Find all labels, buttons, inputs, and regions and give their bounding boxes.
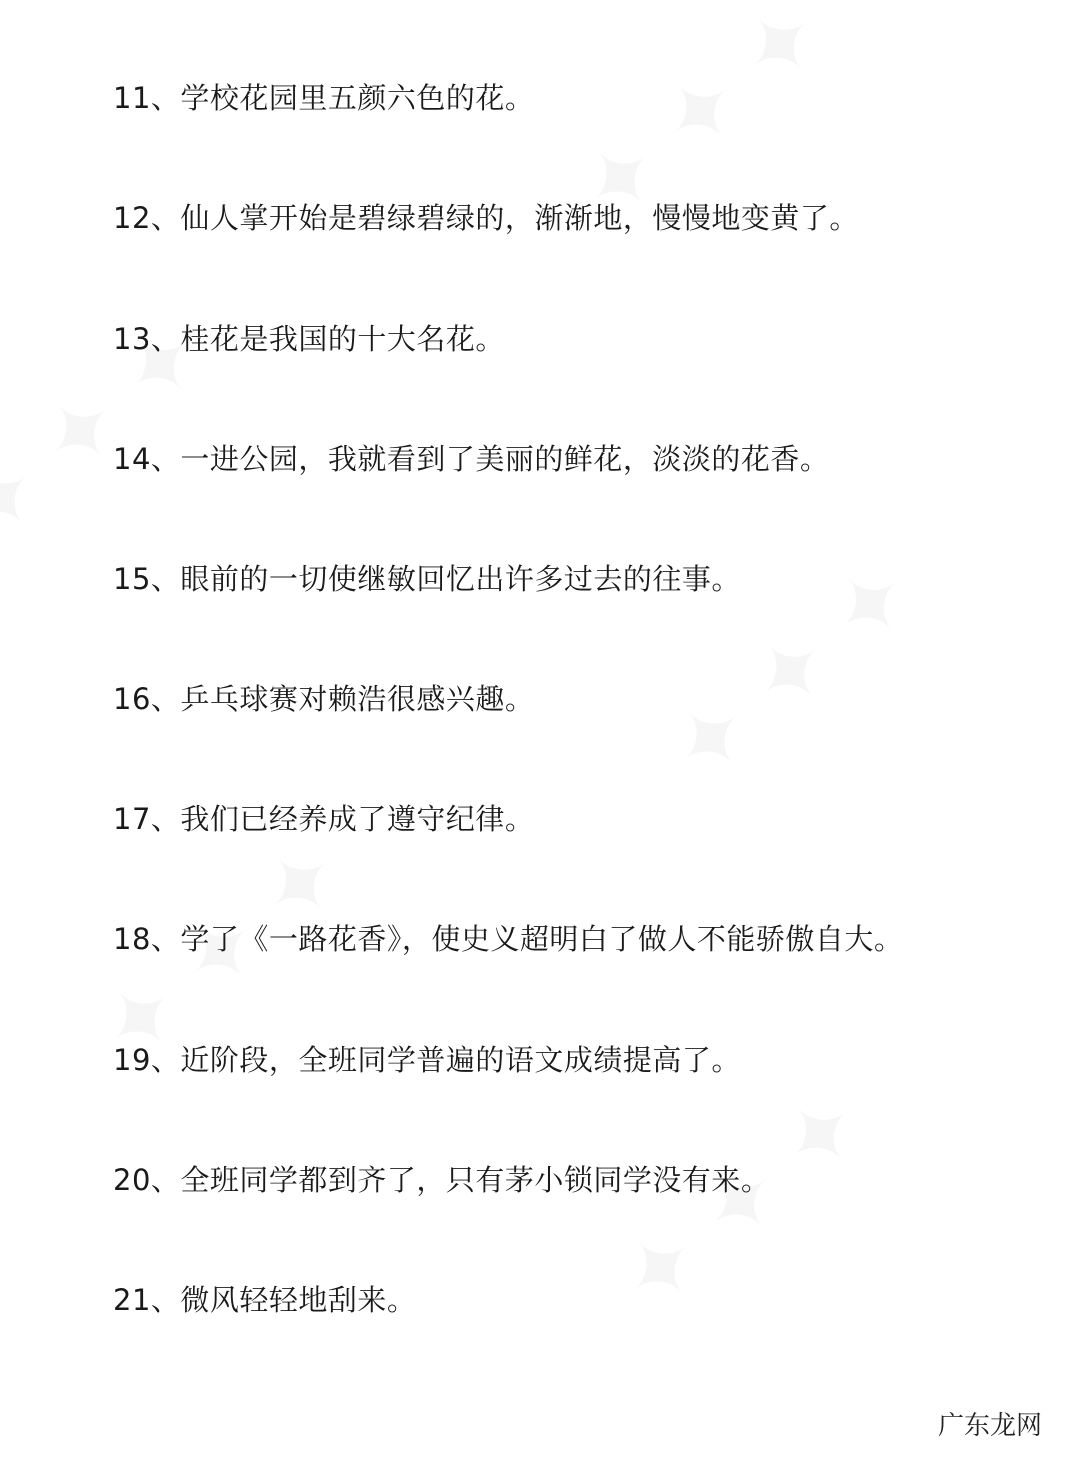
list-item: 15、眼前的一切使继敏回忆出许多过去的往事。 (113, 562, 741, 596)
list-item: 20、全班同学都到齐了，只有茅小锁同学没有来。 (113, 1163, 771, 1197)
list-item: 14、一进公园，我就看到了美丽的鲜花，淡淡的花香。 (113, 442, 830, 476)
list-item: 21、微风轻轻地刮来。 (113, 1283, 417, 1317)
list-item: 16、乒乓球赛对赖浩很感兴趣。 (113, 682, 535, 716)
list-item: 12、仙人掌开始是碧绿碧绿的，渐渐地，慢慢地变黄了。 (113, 201, 859, 235)
list-item: 13、桂花是我国的十大名花。 (113, 322, 505, 356)
watermark (599, 1071, 884, 1334)
list-item: 17、我们已经养成了遵守纪律。 (113, 802, 535, 836)
list-item: 19、近阶段，全班同学普遍的语文成绩提高了。 (113, 1043, 741, 1077)
list-item: 18、学了《一路花香》，使史义超明白了做人不能骄傲自大。 (113, 922, 904, 956)
list-item: 11、学校花园里五颜六色的花。 (113, 81, 535, 115)
site-watermark-badge: 广东龙网 (928, 1401, 1052, 1446)
